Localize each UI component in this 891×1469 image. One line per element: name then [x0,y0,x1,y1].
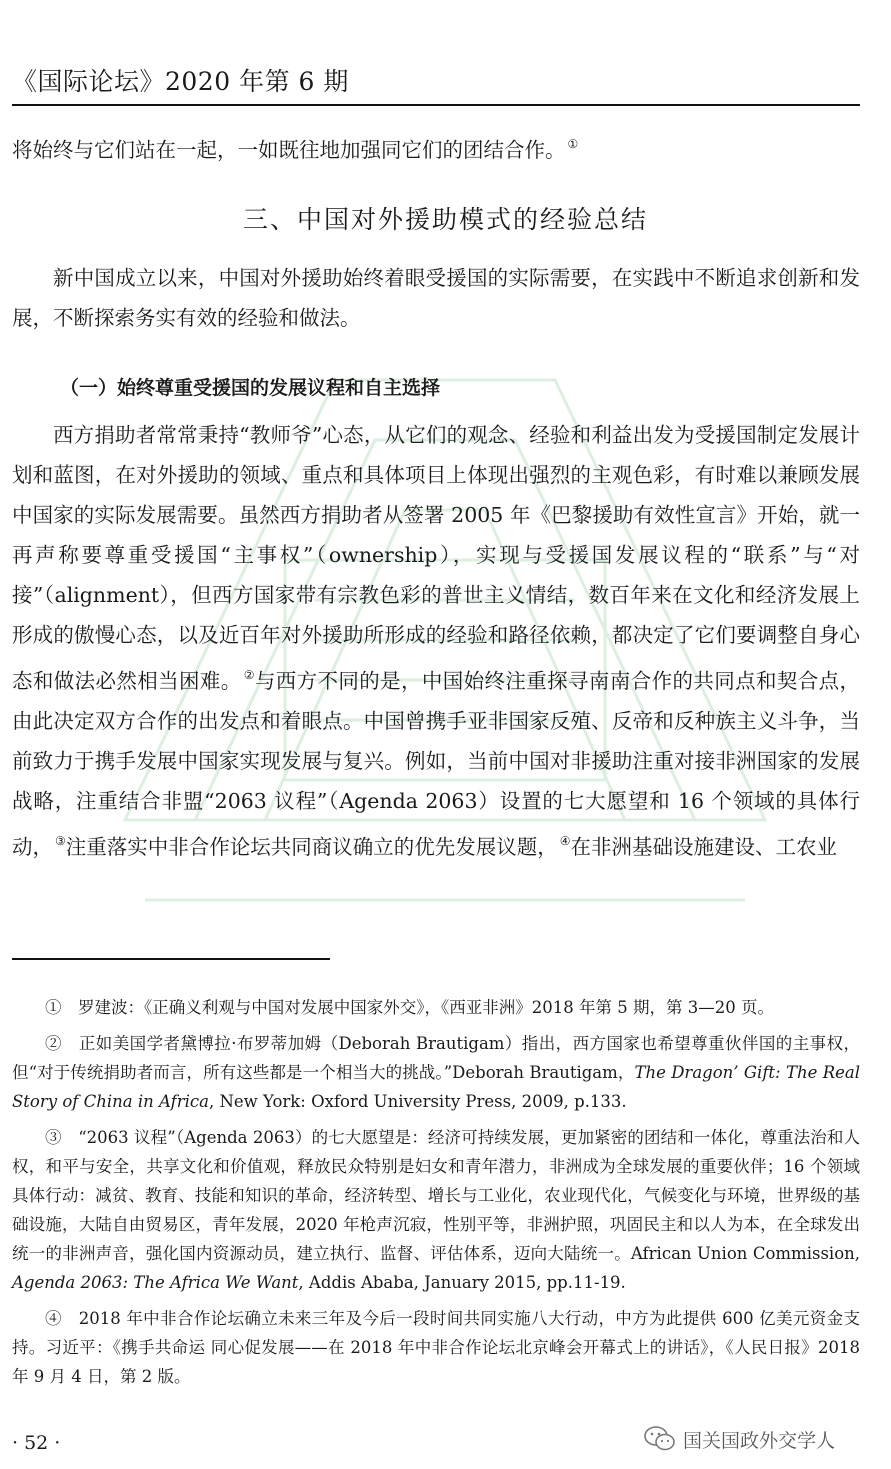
footnote-3-publisher: , Addis Ababa, January 2015, pp.11-19. [298,1273,626,1292]
footnote-3-text: ③ “2063 议程”（Agenda 2063）的七大愿望是：经济可持续发展，更加紧密的团结和一体化，尊重法治和人权，和平与安全，共享文化和价值观，释放民众特别是妇女和青年潜力，非洲成为全球发展的重要伙伴；16 个领域具体行动：减贫、教育、技能和知识的革命，经济转型、增长与工业化，农业现代化，气候变化与环境，世界级的基础设施，大陆自由贸易区，青年发展，2020 年枪声沉寂，性别平等，非洲护照，巩固民主和以人为本，在全球发出统一的非洲声音，强化国内资源动员，建立执行、监督、评估体系，迈向大陆统一。African Union Commission, [12,1128,860,1263]
footnote-ref-4[interactable]: ④ [559,834,571,848]
wechat-account-name: 国关国政外交学人 [683,1429,836,1452]
body-text-c: 注重落实中非合作论坛共同商议确立的优先发展议题， [65,835,558,859]
journal-header: 《国际论坛》2020 年第 6 期 [12,67,349,96]
footnotes [12,993,860,1398]
body-text-d: 在非洲基础设施建设、工农业 [570,835,838,859]
body-text-b: 与西方不同的是，中国始终注重探寻南南合作的共同点和契合点，由此决定双方合作的出发点和着眼点。中国曾携手亚非国家反殖、反帝和反种族主义斗争，当前致力于携手发展中国家实现发展与复兴。例如，当前中国对非援助注重对接非洲国家的发展战略，注重结合非盟“2063 议程”（Agenda 2063）设置的七大愿望和 16 个领域的具体行动， [12,669,861,859]
section-title: 三、中国对外援助模式的经验总结 [242,205,648,234]
footnote-2-text: ② 正如美国学者黛博拉·布罗蒂加姆（Deborah Brautigam）指出，西方国家也希望尊重伙伴国的主事权，但“对于传统捐助者而言，所有这些都是一个相当大的挑战。”Deborah Brautigam， [12,1034,860,1082]
footnote-2-book-title: The Dragon’ Gift: The Real Story of China in Africa [12,1063,860,1111]
footnote-rule [12,958,330,960]
footnote-ref-3[interactable]: ③ [55,834,66,848]
subsection-title: （一）始终尊重受援国的发展议程和自主选择 [60,377,441,399]
opening-line [12,124,860,170]
footnote-2-publisher: , New York: Oxford University Press, 2009, p.133. [208,1092,627,1111]
body-paragraph [12,415,860,867]
footnote-1: ① 罗建波：《正确义利观与中国对发展中国家外交》，《西亚非洲》2018 年第 5 期，第 3—20 页。 [45,998,774,1017]
footnote-3 [12,1123,860,1297]
footnote-ref-2[interactable]: ② [243,668,255,682]
opening-text: 将始终与它们站在一起，一如既往地加强同它们的团结合作。 [12,138,566,162]
wechat-icon [643,1425,677,1453]
footnote-2 [12,1029,860,1116]
footnote-3-doc-title: Agenda 2063: The Africa We Want [12,1273,299,1292]
footnote-4: ④ 2018 年中非合作论坛确立未来三年及今后一段时间共同实施八大行动，中方为此提供 600 亿美元资金支持。习近平：《携手共命运 同心促发展——在 2018 年中非合作论坛北京峰会开幕式上的讲话》，《人民日报》2018 年 9 月 4 日，第 2 版。 [12,1309,860,1386]
header-rule [12,104,860,106]
page-number: · 52 · [12,1432,61,1454]
intro-paragraph: 新中国成立以来，中国对外援助始终着眼受援国的实际需要，在实践中不断追求创新和发展，不断探索务实有效的经验和做法。 [12,266,860,330]
footnote-ref-1[interactable]: ① [567,137,579,151]
wechat-watermark [643,1425,835,1453]
body-text-a: 西方捐助者常常秉持“教师爷”心态，从它们的观念、经验和利益出发为受援国制定发展计划和蓝图，在对外援助的领域、重点和具体项目上体现出强烈的主观色彩，有时难以兼顾发展中国家的实际发展需要。虽然西方捐助者从签署 2005 年《巴黎援助有效性宣言》开始，就一再声称要尊重受援国“主事权”（ownership），实现与受援国发展议程的“联系”与“对接”（alignment），但西方国家带有宗教色彩的普世主义情结，数百年来在文化和经济发展上形成的傲慢心态，以及近百年对外援助所形成的经验和路径依赖，都决定了它们要调整自身心态和做法必然相当困难。 [12,423,860,693]
